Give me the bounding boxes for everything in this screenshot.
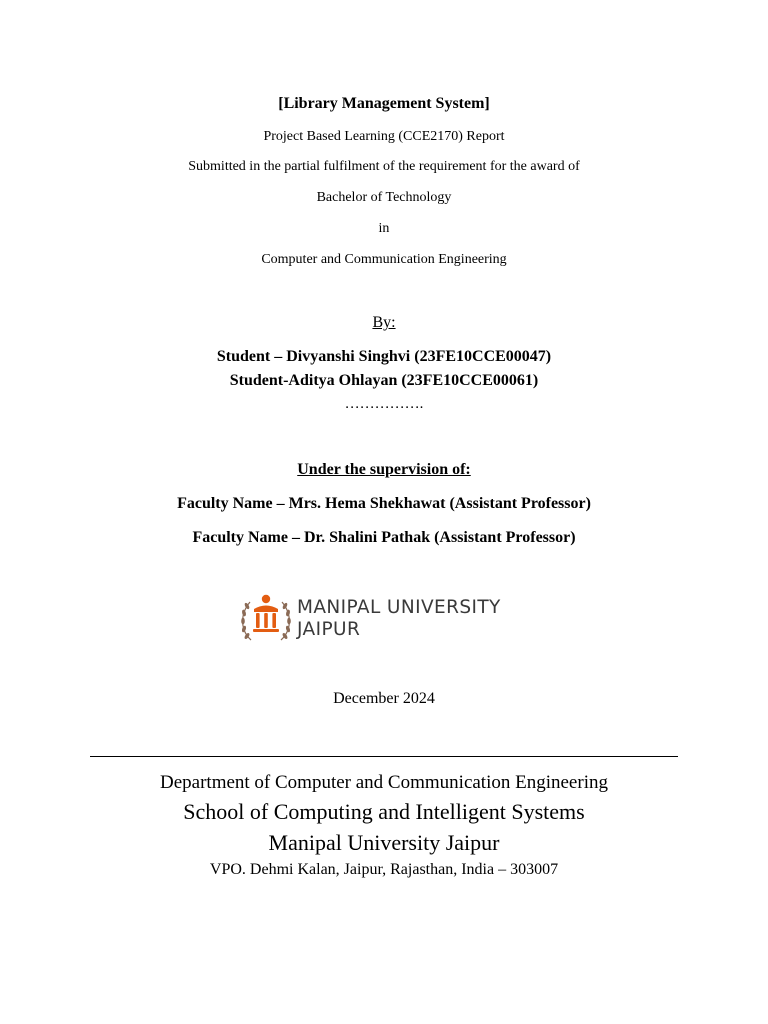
student-1: Student – Divyanshi Singhvi (23FE10CCE00047) — [216, 348, 552, 365]
school-name: School of Computing and Intelligent Systems — [183, 799, 585, 824]
university-name: Manipal University Jaipur — [268, 830, 500, 855]
supervision-label: Under the supervision of: — [297, 461, 471, 478]
faculty-1: Faculty Name – Mrs. Hema Shekhawat (Assistant Professor) — [177, 495, 591, 512]
footer-divider — [90, 756, 678, 757]
by-label: By: — [372, 314, 396, 331]
university-logo — [238, 590, 530, 656]
in-line: in — [378, 221, 390, 236]
university-address: VPO. Dehmi Kalan, Jaipur, Rajasthan, India – 303007 — [209, 861, 559, 878]
ellipsis-line: ……………. — [344, 396, 424, 412]
submission-line: Submitted in the partial fulfilment of the requirement for the award of — [188, 159, 580, 174]
report-line: Project Based Learning (CCE2170) Report — [263, 129, 505, 144]
report-date: December 2024 — [333, 690, 435, 707]
faculty-2: Faculty Name – Dr. Shalini Pathak (Assistant Professor) — [192, 529, 576, 546]
student-2: Student-Aditya Ohlayan (23FE10CCE00061) — [229, 372, 539, 389]
university-emblem-icon — [238, 590, 298, 656]
discipline-line: Computer and Communication Engineering — [261, 252, 507, 267]
logo-city-name: JAIPUR — [297, 619, 361, 640]
degree-line: Bachelor of Technology — [316, 190, 452, 205]
project-title: [Library Management System] — [278, 95, 490, 112]
department-name: Department of Computer and Communication Engineering — [160, 772, 608, 793]
logo-university-name: MANIPAL UNIVERSITY — [297, 597, 501, 618]
